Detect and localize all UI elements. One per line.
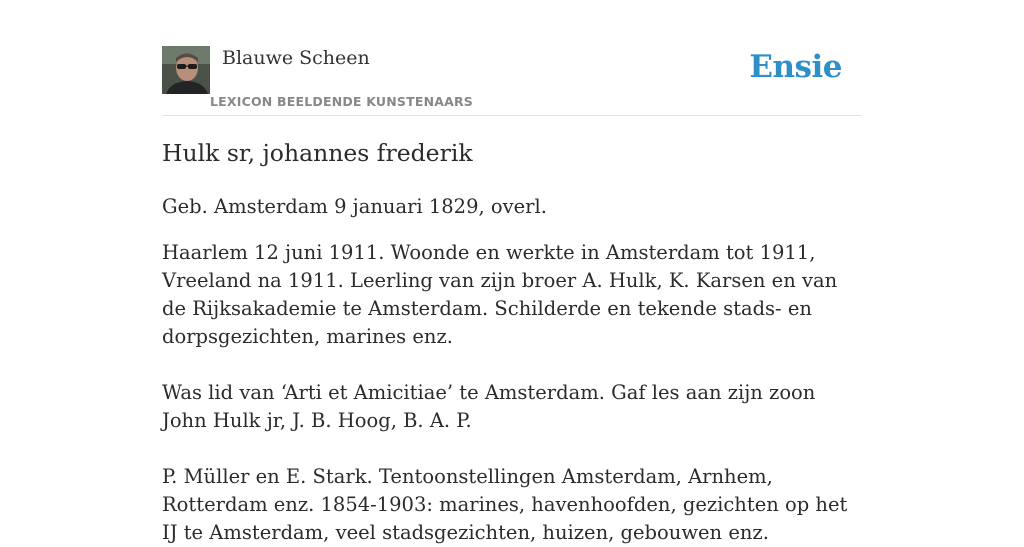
page-title: Hulk sr, johannes frederik [162,139,473,167]
brand-logo[interactable]: Ensie [749,49,842,85]
article-paragraph: Haarlem 12 juni 1911. Woonde en werkte in Amsterdam tot 1911, Vreeland na 1911. Leerling van zijn broer A. Hulk, K. Karsen en van de Rijksakademie te Amsterdam. Schilderde en tekende stads- en dorpsgezichten, marines enz. [162,241,838,348]
article-intro: Geb. Amsterdam 9 januari 1829, overl. [162,195,547,218]
avatar-portrait-icon [162,46,210,94]
category-label[interactable]: LEXICON BEELDENDE KUNSTENAARS [210,94,474,109]
header-divider [162,115,862,116]
article-paragraph: Was lid van ‘Arti et Amicitiae’ te Amsterdam. Gaf les aan zijn zoon John Hulk jr, J. B. Hoog, B. A. P. [162,381,816,432]
article-body [162,239,862,547]
author-avatar[interactable] [162,46,210,94]
author-name[interactable]: Blauwe Scheen [222,47,370,69]
article-header [162,46,862,116]
article-paragraph: P. Müller en E. Stark. Tentoonstellingen Amsterdam, Arnhem, Rotterdam enz. 1854-1903: marines, havenhoofden, gezichten op het IJ te Amsterdam, veel stadsgezichten, huizen, gebouwen enz. [162,465,848,544]
